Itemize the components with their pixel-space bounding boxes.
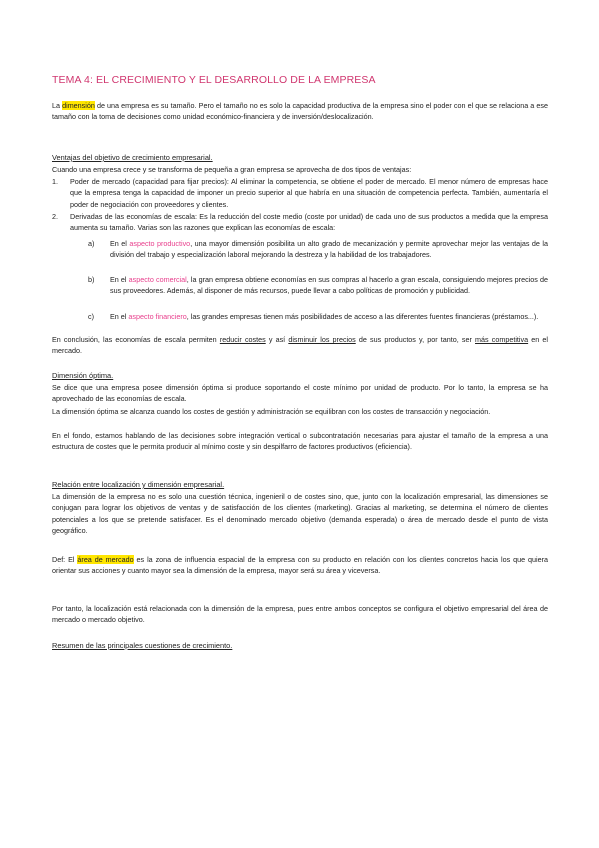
optima-paragraph-1: Se dice que una empresa posee dimensión óptima si produce soportando el coste mínimo por unidad de producto. Por lo tanto, la empresa se ha aprovechado de las economías de escala. bbox=[52, 383, 548, 404]
item-number-2: 2. bbox=[52, 212, 58, 221]
underlined-reducir-costes: reducir costes bbox=[219, 335, 266, 344]
item-number-1: 1. bbox=[52, 177, 58, 186]
concl-text-4: en el mercado. bbox=[52, 335, 548, 356]
subitem-b-label: b) bbox=[88, 275, 95, 284]
heading-ventajas: Ventajas del objetivo de crecimiento empresarial. bbox=[52, 153, 213, 162]
optima-paragraph-2: La dimensión óptima se alcanza cuando los costes de gestión y administración se equilibran con los costes de transacción y negociación. bbox=[52, 407, 491, 416]
definicion-area-mercado bbox=[52, 554, 548, 577]
ventaja-economias-escala: Derivadas de las economías de escala: Es la reducción del coste medio (coste por unidad) de cada uno de sus productos a medida que la empresa aumenta su tamaño. Varias son las razones que explican las economías de escala: bbox=[70, 212, 548, 233]
subitem-c-post: , las grandes empresas tienen más posibilidades de acceso a las diferentes fuentes financieras (préstamos...). bbox=[186, 312, 539, 321]
subitem-a-label: a) bbox=[88, 239, 95, 248]
subitem-b-pre: En el bbox=[110, 275, 129, 284]
subitem-c-label: c) bbox=[88, 312, 94, 321]
subitem-aspecto-financiero bbox=[110, 311, 548, 322]
def-text-pre: Def: El bbox=[52, 555, 78, 564]
localizacion-conclusion: Por tanto, la localización está relacionada con la dimensión de la empresa, pues entre ambos conceptos se configura el objetivo empresarial del área de mercado o mercado objetivo. bbox=[52, 604, 548, 625]
heading-resumen: Resumen de las principales cuestiones de crecimiento. bbox=[52, 641, 233, 650]
concl-text-2: y así bbox=[265, 335, 289, 344]
heading-localizacion: Relación entre localización y dimensión empresarial. bbox=[52, 480, 225, 489]
subitem-a-post: , una mayor dimensión posibilita un alto grado de mecanización y permite aprovechar mejor las ventajas de la división del trabajo y especialización laboral mejorando la destreza y la habilidad de los trabajadores. bbox=[110, 239, 548, 260]
intro-text-start: La bbox=[52, 101, 63, 110]
aspecto-productivo-label: aspecto productivo bbox=[129, 239, 191, 248]
optima-paragraph-3: En el fondo, estamos hablando de las decisiones sobre integración vertical o subcontratación necesarias para ajustar el tamaño de la empresa a una estructura de costes que le permita producir al mínimo coste y sin despilfarro de factores productivos (eficiencia). bbox=[52, 431, 548, 452]
subitem-aspecto-comercial bbox=[110, 274, 548, 297]
underlined-disminuir-precios: disminuir los precios bbox=[288, 335, 356, 344]
heading-dimension-optima: Dimensión óptima. bbox=[52, 371, 114, 380]
subitem-c-pre: En el bbox=[110, 312, 129, 321]
intro-text-end: de una empresa es su tamaño. Pero el tamaño no es solo la capacidad productiva de la empresa sino el poder con el que se relaciona a ese tamaño con la toma de decisiones como unidad económico-financiera y de inversión/deslocalización. bbox=[52, 101, 548, 122]
concl-text-3: de sus productos y, por tanto, ser bbox=[355, 335, 476, 344]
aspecto-comercial-label: aspecto comercial bbox=[128, 275, 187, 284]
aspecto-financiero-label: aspecto financiero bbox=[128, 312, 187, 321]
underlined-mas-competitiva: más competitiva bbox=[475, 335, 529, 344]
highlight-dimension: dimensión bbox=[62, 101, 95, 110]
subitem-b-post: , la gran empresa obtiene economías en sus compras al hacerlo a gran escala, consiguiendo mejores precios de sus proveedores. Además, al disponer de más recursos, puede llevar a cabo políticas de promoción y publicidad. bbox=[110, 275, 548, 296]
conclusion-paragraph bbox=[52, 334, 548, 357]
highlight-area-mercado: área de mercado bbox=[77, 555, 134, 564]
ventaja-poder-mercado: Poder de mercado (capacidad para fijar precios): Al eliminar la competencia, se obtiene el poder de mercado. El menor número de empresas hace que la empresa tenga la capacidad de imponer un precio superior al que habría en una situación de competencia perfecta. También, aumentaría el poder de negociación con proveedores y clientes. bbox=[70, 177, 548, 209]
localizacion-paragraph: La dimensión de la empresa no es solo una cuestión técnica, ingenieril o de costes sino, que, junto con la localización empresarial, las dimensiones se conjugan para lograr los objetivos de ventas y de satisfacción de los clientes (marketing). Gracias al marketing, se determina el número de clientes potenciales a los que se pretende satisfacer. Es el denominado mercado objetivo (demanda esperada) o área de mercado desde el punto de vista geográfico. bbox=[52, 492, 548, 536]
ventajas-lead: Cuando una empresa crece y se transforma de pequeña a gran empresa se aprovecha de dos tipos de ventajas: bbox=[52, 165, 412, 174]
def-text-post: es la zona de influencia espacial de la empresa con su producto en relación con los clientes concretos hacia los que quiera orientar sus acciones y cuanto mayor sea la dimensión de la empresa, mayor será su área y viceversa. bbox=[52, 555, 548, 576]
intro-paragraph bbox=[52, 100, 548, 123]
document-title: TEMA 4: EL CRECIMIENTO Y EL DESARROLLO DE LA EMPRESA bbox=[52, 74, 376, 86]
subitem-a-pre: En el bbox=[110, 239, 130, 248]
subitem-aspecto-productivo bbox=[110, 238, 548, 261]
concl-text-1: En conclusión, las economías de escala permiten bbox=[52, 335, 220, 344]
